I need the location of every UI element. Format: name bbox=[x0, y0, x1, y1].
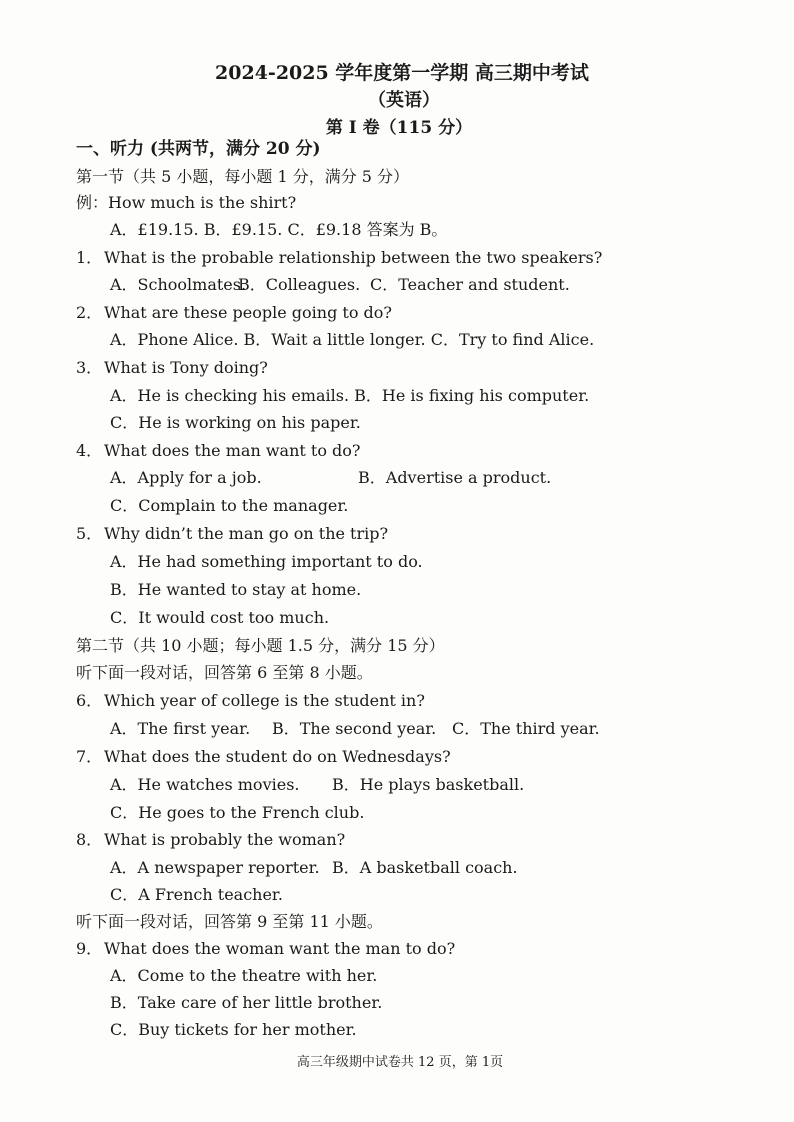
question-9 bbox=[76, 939, 455, 959]
exam-subject: （英语） bbox=[368, 90, 440, 111]
question-number: 1． bbox=[76, 248, 103, 267]
question-2 bbox=[76, 303, 392, 323]
question-text: What does the man want to do? bbox=[104, 441, 361, 460]
option-b: B．The second year. bbox=[272, 719, 437, 738]
option-a: A．Schoolmates. bbox=[110, 275, 247, 294]
question-5-option-a: A．He had something important to do. bbox=[110, 552, 423, 571]
question-text: What is Tony doing? bbox=[104, 358, 268, 377]
section2-heading: 第二节（共 10 小题；每小题 1.5 分，满分 15 分） bbox=[76, 636, 445, 655]
option-b: B．Colleagues. bbox=[238, 275, 361, 294]
question-text: What does the woman want the man to do? bbox=[104, 939, 456, 958]
section2-instruction-1: 听下面一段对话，回答第 6 至第 8 小题。 bbox=[76, 663, 373, 682]
question-7-option-c: C．He goes to the French club. bbox=[110, 803, 365, 822]
question-text: What does the student do on Wednesdays? bbox=[104, 747, 451, 766]
option-b: B．He plays basketball. bbox=[332, 775, 525, 794]
question-text: What is the probable relationship between the two speakers? bbox=[104, 248, 603, 267]
question-3-option-c: C．He is working on his paper. bbox=[110, 413, 361, 432]
question-number: 2． bbox=[76, 303, 103, 322]
question-3-options-ab: A．He is checking his emails. B．He is fixing his computer. bbox=[110, 386, 590, 405]
question-7 bbox=[76, 747, 451, 767]
question-9-option-b: B．Take care of her little brother. bbox=[110, 993, 383, 1012]
section1-heading: 第一节（共 5 小题，每小题 1 分，满分 5 分） bbox=[76, 167, 410, 186]
question-number: 9． bbox=[76, 939, 103, 958]
question-number: 6． bbox=[76, 691, 103, 710]
question-9-option-c: C．Buy tickets for her mother. bbox=[110, 1020, 357, 1039]
page-footer: 高三年级期中试卷共 12 页，第 1页 bbox=[296, 1055, 504, 1070]
part1-heading: 一、听力 (共两节，满分 20 分) bbox=[76, 139, 321, 159]
question-1-options bbox=[110, 275, 570, 295]
question-5 bbox=[76, 524, 388, 544]
option-a: A．He watches movies. bbox=[110, 775, 300, 794]
question-number: 3． bbox=[76, 358, 103, 377]
question-number: 7． bbox=[76, 747, 103, 766]
question-number: 8． bbox=[76, 830, 103, 849]
question-7-options-ab bbox=[110, 775, 524, 795]
option-b: B．A basketball coach. bbox=[332, 858, 518, 877]
question-text: Why didn’t the man go on the trip? bbox=[104, 524, 389, 543]
question-5-option-c: C．It would cost too much. bbox=[110, 608, 330, 627]
question-text: What is probably the woman? bbox=[104, 830, 346, 849]
question-number: 5． bbox=[76, 524, 103, 543]
question-6 bbox=[76, 691, 425, 711]
question-number: 4． bbox=[76, 441, 103, 460]
option-a: A．A newspaper reporter. bbox=[110, 858, 320, 877]
exam-title: 2024-2025 学年度第一学期 高三期中考试 bbox=[215, 62, 589, 84]
question-4-options-ab bbox=[110, 468, 551, 488]
question-9-option-a: A．Come to the theatre with her. bbox=[110, 966, 378, 985]
option-b: B．Advertise a product. bbox=[358, 468, 552, 487]
question-text: What are these people going to do? bbox=[104, 303, 392, 322]
question-8-options-ab bbox=[110, 858, 518, 878]
question-6-options bbox=[110, 719, 600, 739]
question-3 bbox=[76, 358, 268, 378]
option-c: C．Teacher and student. bbox=[370, 275, 570, 294]
question-4-option-c: C．Complain to the manager. bbox=[110, 496, 349, 515]
option-a: A．The first year. bbox=[110, 719, 251, 738]
example-question: 例：How much is the shirt? bbox=[76, 193, 297, 212]
option-c: C．The third year. bbox=[452, 719, 600, 738]
question-2-options: A．Phone Alice. B．Wait a little longer. C．Try to find Alice. bbox=[110, 330, 595, 349]
exam-volume: 第 I 卷（115 分） bbox=[325, 118, 473, 138]
question-text: Which year of college is the student in? bbox=[104, 691, 425, 710]
question-4 bbox=[76, 441, 361, 461]
question-8 bbox=[76, 830, 345, 850]
question-8-option-c: C．A French teacher. bbox=[110, 885, 283, 904]
example-options: A．£19.15. B．£9.15. C．£9.18 答案为 B。 bbox=[110, 220, 448, 239]
option-a: A．Apply for a job. bbox=[110, 468, 262, 487]
section2-instruction-2: 听下面一段对话，回答第 9 至第 11 小题。 bbox=[76, 912, 383, 931]
question-1 bbox=[76, 248, 602, 268]
question-5-option-b: B．He wanted to stay at home. bbox=[110, 580, 362, 599]
